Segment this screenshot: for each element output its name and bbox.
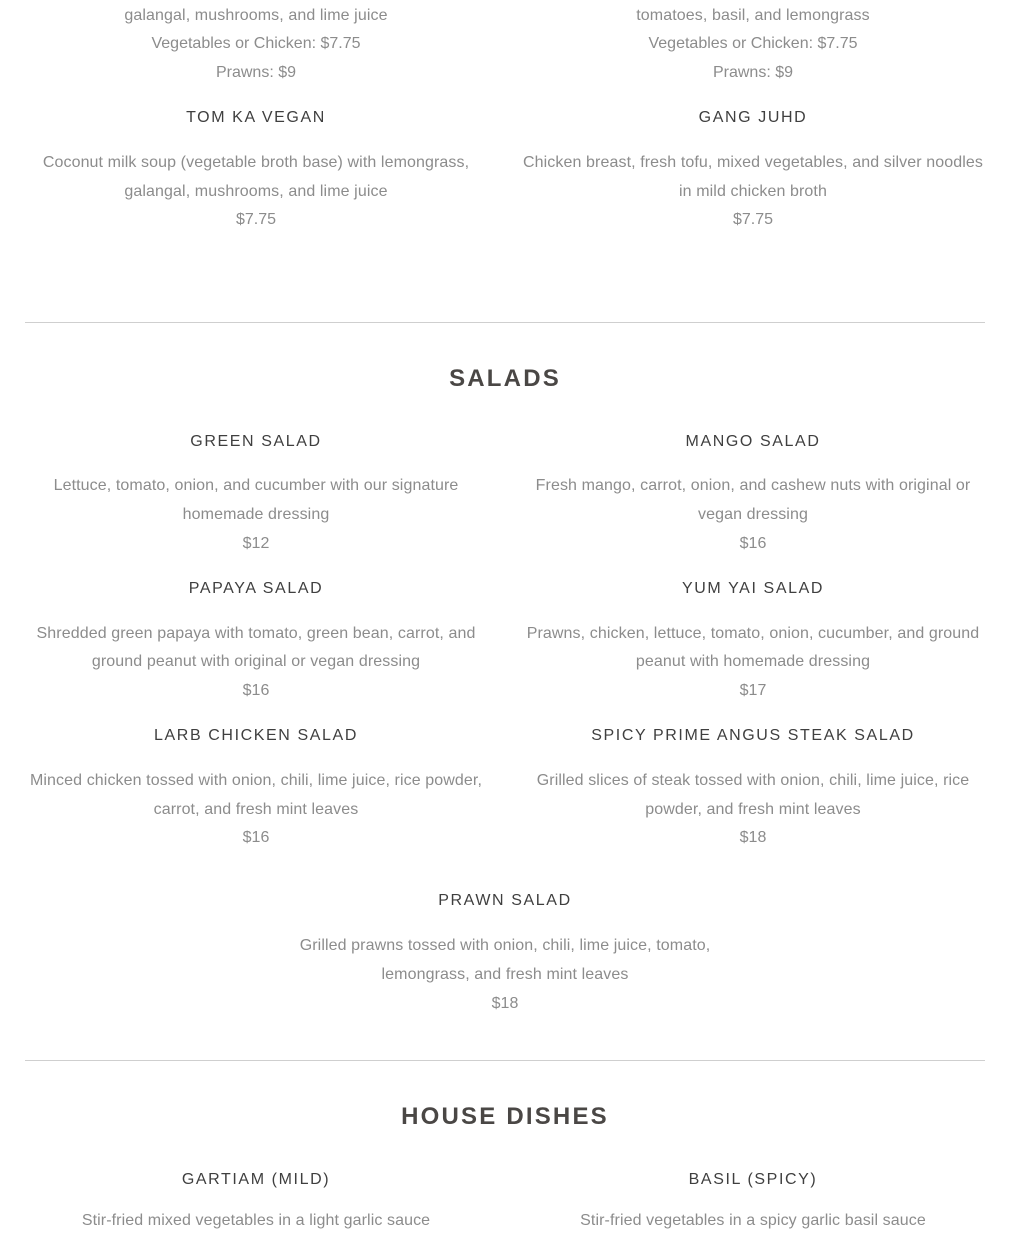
item-price: $7.75 — [732, 211, 774, 228]
item-description: Coconut milk soup (vegetable broth base) with lemongrass, — [42, 154, 470, 171]
item-description: tomatoes, basil, and lemongrass — [636, 7, 870, 24]
item-name: LARB CHICKEN SALAD — [154, 727, 358, 744]
item-name: GANG JUHD — [698, 109, 808, 126]
item-price: $18 — [739, 829, 767, 846]
item-name: SPICY PRIME ANGUS STEAK SALAD — [591, 727, 915, 744]
item-description: galangal, mushrooms, and lime juice — [124, 7, 388, 24]
item-description: Stir-fried vegetables in a spicy garlic basil sauce — [580, 1212, 926, 1229]
section-divider — [25, 322, 985, 323]
item-price: Vegetables or Chicken: $7.75 — [648, 35, 858, 52]
item-name: BASIL (SPICY) — [688, 1171, 818, 1188]
item-description: Fresh mango, carrot, onion, and cashew nuts with original or — [535, 477, 971, 494]
item-description: galangal, mushrooms, and lime juice — [124, 183, 388, 200]
item-description: homemade dressing — [182, 506, 330, 523]
item-description: Minced chicken tossed with onion, chili, lime juice, rice powder, — [29, 772, 483, 789]
section-divider — [25, 1060, 985, 1061]
item-price: $16 — [242, 829, 270, 846]
item-description: vegan dressing — [698, 506, 808, 523]
item-price: $12 — [242, 535, 270, 552]
item-name: MANGO SALAD — [685, 433, 821, 450]
item-description: Lettuce, tomato, onion, and cucumber with our signature — [53, 477, 459, 494]
item-description: Grilled prawns tossed with onion, chili, lime juice, tomato, — [299, 937, 711, 954]
item-name: YUM YAI SALAD — [681, 580, 825, 597]
section-title-salads: SALADS — [449, 365, 561, 392]
item-name: PAPAYA SALAD — [188, 580, 324, 597]
item-description: Shredded green papaya with tomato, green bean, carrot, and — [36, 625, 476, 642]
item-price: Vegetables or Chicken: $7.75 — [151, 35, 361, 52]
item-description: carrot, and fresh mint leaves — [153, 801, 359, 818]
item-price: Prawns: $9 — [215, 64, 297, 81]
item-description: Prawns, chicken, lettuce, tomato, onion, cucumber, and ground — [526, 625, 980, 642]
item-description: lemongrass, and fresh mint leaves — [381, 966, 629, 983]
item-price: $7.75 — [235, 211, 277, 228]
section-title-house-dishes: HOUSE DISHES — [401, 1103, 609, 1130]
item-name: GARTIAM (MILD) — [181, 1171, 331, 1188]
item-description: Grilled slices of steak tossed with onion, chili, lime juice, rice — [536, 772, 970, 789]
item-name: GREEN SALAD — [190, 433, 322, 450]
item-price: $18 — [491, 995, 519, 1012]
item-description: peanut with homemade dressing — [635, 653, 871, 670]
item-description: powder, and fresh mint leaves — [645, 801, 861, 818]
item-name: TOM KA VEGAN — [186, 109, 326, 126]
item-price: $16 — [739, 535, 767, 552]
item-description: Chicken breast, fresh tofu, mixed vegetables, and silver noodles — [523, 154, 983, 171]
item-description: in mild chicken broth — [679, 183, 827, 200]
item-description: ground peanut with original or vegan dressing — [91, 653, 421, 670]
item-price: $16 — [242, 682, 270, 699]
item-price: $17 — [739, 682, 767, 699]
item-price: Prawns: $9 — [712, 64, 794, 81]
item-name: PRAWN SALAD — [438, 892, 572, 909]
item-description: Stir-fried mixed vegetables in a light garlic sauce — [81, 1212, 431, 1229]
